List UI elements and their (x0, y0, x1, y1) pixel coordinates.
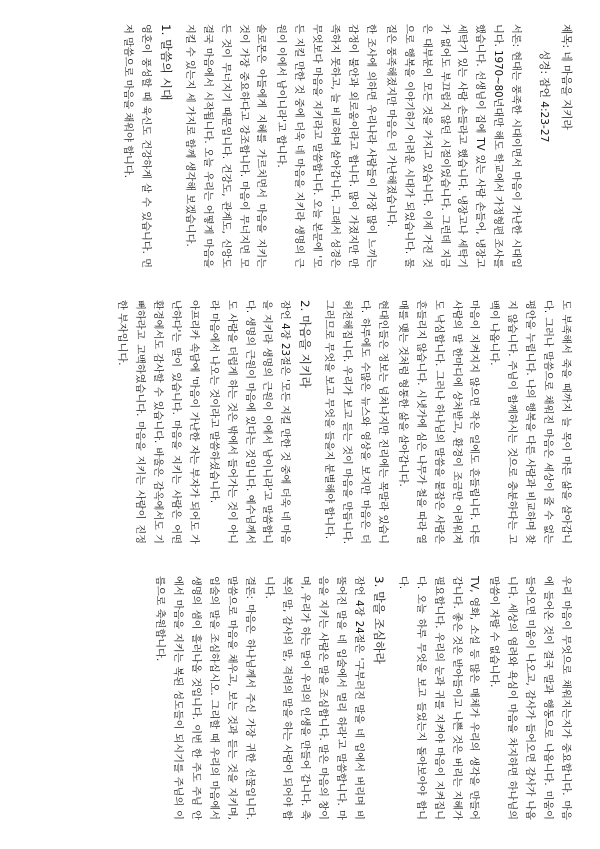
section-heading: 3. 말을 조심하라 (371, 576, 386, 665)
body-paragraph: 도 부족해서 죽을 때까지 늘 목이 마른 삶을 살아갑니다. 그러나 말씀으로 채워진 마음은 세상이 줄 수 없는 평안을 누립니다. 나의 행복을 다른 사람과 비교하며 찾지 않습니다. 주님이 함께하시는 것으로 충분하다는 고백이 나옵니다. (488, 300, 571, 544)
section-heading: 2. 마음을 지키라 (298, 300, 313, 389)
text-column-2 (14, 300, 574, 544)
text-column-3 (14, 576, 574, 820)
body-paragraph: 서론: 현대는 풍족한 시대이면서 마음이 가난한 시대입니다. 1970~80년대만 해도 학교에서 가정형편 조사를 했습니다. 선생님이 집에 TV 있는 사람 손들어, 냉장고 세탁기 있는 사람 손들라고 했습니다. 냉장고나 세탁기가 없어도 부끄럽지 않던 시절이었습니다. 그런데 지금은 대부분이 모든 것을 가지고 있습니다. 이제 가진 것으로 행복을 이야기하기 어려운 시대가 되었습니다. 물질은 풍족해졌지만 마음은 더 가난해졌습니다. (384, 24, 522, 268)
body-paragraph: 잠언 4장 23절은 '모든 지킬 만한 것 중에 더욱 네 마음을 지키라 생명의 근원이 이에서 남이니라'고 말씀합니다. 생명의 근원이 마음에 있다는 것입니다. 예수님께서도 사람을 더럽게 하는 것은 밖에서 들어가는 것이 아니라 마음에서 나오는 것이라고 말씀하셨습니다. (207, 300, 291, 544)
body-paragraph: 현대인들은 정보는 넘쳐나지만 진리에는 목말라 있습니다. 하루에도 수많은 뉴스와 영상을 보지만 마음은 더 허전해집니다. 우리가 보고 듣는 것이 마음을 만듭니다. 그러므로 무엇을 보고 무엇을 들을지 분별해야 합니다. (323, 300, 388, 544)
section-heading: 1. 말씀의 시대 (158, 24, 173, 101)
body-paragraph: 잠언 4장 24절은 '구부러진 말을 네 입에서 버리며 비뚤어진 말을 네 입술에서 멀리 하라'고 말씀합니다. 마음을 지키는 사람은 말을 조심합니다. 말은 마음의 창이며, 우리가 하는 말이 우리의 인생을 만들어 갑니다. 축복의 말, 감사의 말, 격려의 말을 하는 사람이 되어야 합니다. (263, 576, 365, 820)
body-paragraph: 아프리카 속담에 '마음이 가난한 자는 부자가 되어도 가난하다'는 말이 있습니다. 마음을 지키는 사람은 어떤 환경에서도 감사할 수 있습니다. 바울은 감옥에서도 기뻐하라고 고백하였습니다. 마음을 지키는 사람이 진정한 부자입니다. (116, 300, 199, 544)
body-paragraph: 우리 마음이 무엇으로 채워지는지가 중요합니다. 마음에 들어온 것이 결국 말과 행동으로 나옵니다. 미움이 들어오면 미움이 나오고, 감사가 들어오면 감사가 나옵니다. 세상의 염려와 욕심이 마음을 차지하면 하나님의 말씀이 자랄 수 없습니다. (488, 576, 571, 820)
body-paragraph: 결론: 마음은 하나님께서 주신 가장 귀한 선물입니다. 말씀으로 마음을 채우고, 보는 것과 듣는 것을 지키며, 입술의 말을 조심하십시오. 그리할 때 우리의 마음에서 생명의 샘이 흘러나올 것입니다. 이번 한 주도 주님 안에서 마음을 지키는 복된 성도들이 되시기를 주님의 이름으로 축원합니다. (154, 576, 255, 820)
body-paragraph: 한 조사에 의하면 우리나라 사람들이 가장 많이 느끼는 감정이 불안과 외로움이라고 합니다. 많이 가졌지만 만족하지 못하고, 늘 비교하며 살아갑니다. 그래서 성경은 무엇보다 마음을 지키라고 말씀합니다. 오늘 본문에 '모든 지킬 만한 것 중에 더욱 네 마음을 지키라 생명의 근원이 이에서 남이니라'고 합니다. (275, 24, 376, 268)
sermon-title: 제목: 네 마음을 지키라 (560, 24, 572, 130)
text-column-1 (14, 24, 574, 268)
scripture-reference: 성경: 잠언 4:23-27 (538, 50, 551, 143)
body-paragraph: 영혼이 풍성할 때 육신도 건강하게 살 수 있습니다. 먼저 말씀으로 마음을 채워야 합니다. (122, 24, 152, 268)
body-paragraph: 솔로몬은 아들에게 지혜를 가르치면서 마음을 지키는 것이 가장 중요하다고 강조합니다. 마음이 무너지면 모든 것이 무너지기 때문입니다. 건강도, 관계도, 신앙도 결국 마음에서 시작됩니다. 오늘 우리는 어떻게 마음을 지킬 수 있는지 세 가지로 함께 생각해 보겠습니다. (183, 24, 267, 268)
body-paragraph: TV, 영화, 소설 등 많은 매체가 우리의 생각을 만들어 갑니다. 좋은 것은 받아들이고 나쁜 것은 버리는 지혜가 필요합니다. 우리의 눈과 귀를 지켜야 마음이 지켜집니다. 오늘 하루 무엇을 보고 들었는지 돌아보아야 합니다. (396, 576, 480, 820)
body-paragraph: 마음이 지켜지지 않으면 작은 일에도 흔들립니다. 다른 사람의 말 한마디에 상처받고, 환경이 조금만 어려워져도 낙심합니다. 그러나 하나님의 말씀을 붙잡은 사람은 흔들리지 않습니다. 시냇가에 심은 나무가 철을 따라 열매를 맺는 것처럼 형통한 삶을 살아갑니다. (396, 300, 480, 544)
